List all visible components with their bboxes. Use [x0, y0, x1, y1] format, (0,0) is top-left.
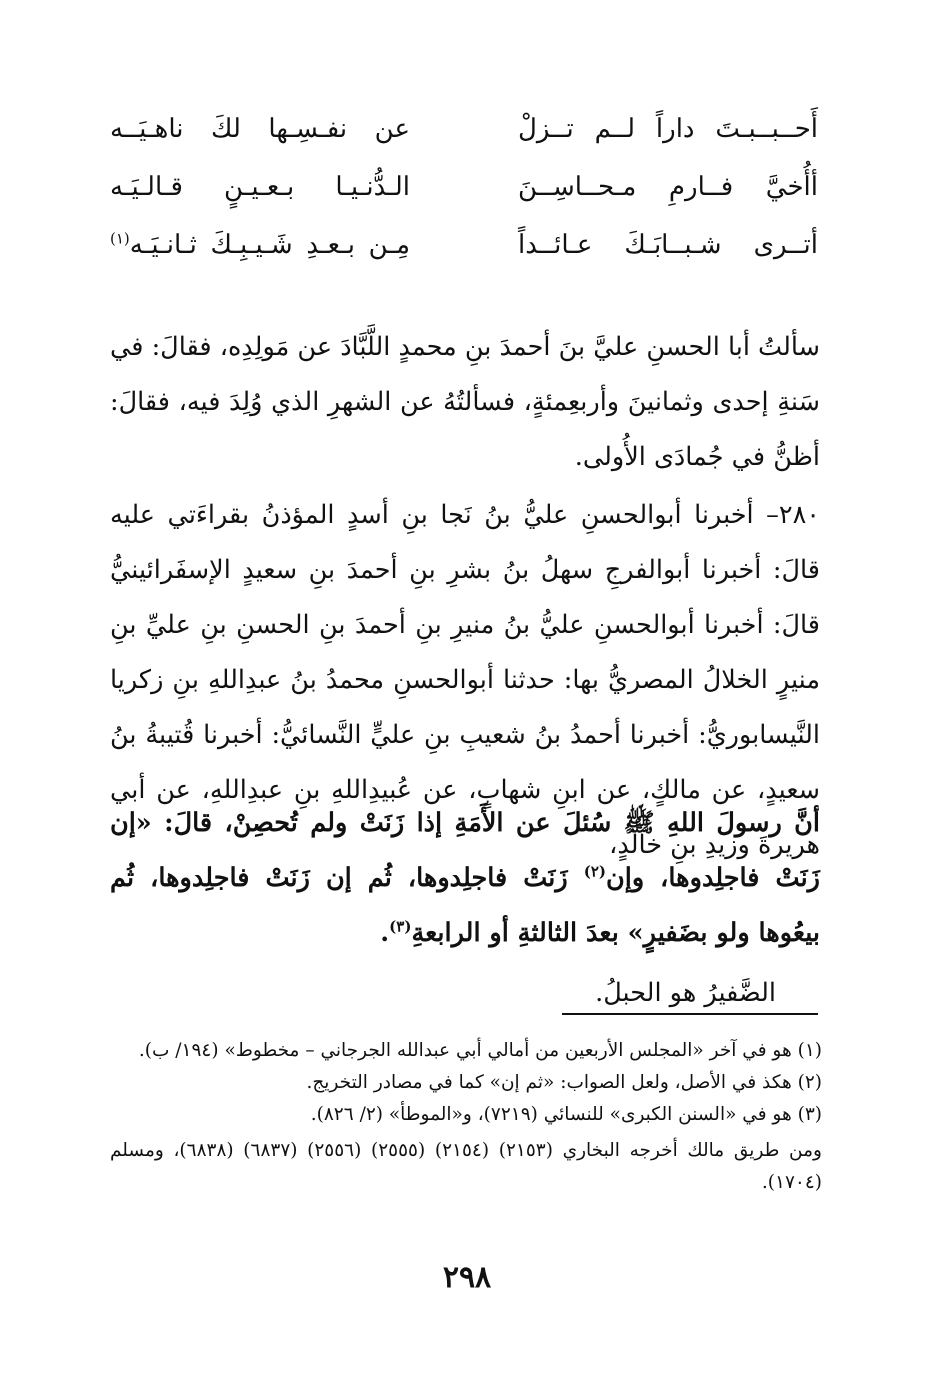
- verse-2: [110, 158, 818, 216]
- hemistich-right: أَحــبــبـتَ داراً لــم تــزلْ: [518, 114, 818, 144]
- verse-1: [110, 100, 818, 158]
- verse-3: [110, 216, 818, 274]
- page-number: ٢٩٨: [442, 1260, 492, 1295]
- footnote-3-continued: ومن طريق مالك أخرجه البخاري (٢١٥٣) (٢١٥٤) (٢٥٥٥) (٢٥٥٦) (٦٨٣٧) (٦٨٣٨)، ومسلم (١٧٠٤).: [110, 1140, 822, 1193]
- footnote-1: (١) هو في آخر «المجلس الأربعين من أمالي أبي عبدالله الجرجاني – مخطوط» (١٩٤/ ب).: [138, 1040, 822, 1061]
- footnote-2: (٢) هكذ في الأصل، ولعل الصواب: «ثم إن» كما في مصادر التخريج.: [306, 1072, 822, 1093]
- paragraph-isnad-280: ٢٨٠– أخبرنا أبوالحسنِ عليُّ بنُ نَجا بنِ أسدٍ المؤذنُ بقراءَتي عليه قالَ: أخبرنا أبوالفرجِ سهلُ بنُ بشرِ بنِ أحمدَ بنِ سعيدٍ الإسفَرائينيُّ قالَ: أخبرنا أبوالحسنِ عليُّ بنُ منيرِ بنِ أحمدَ بنِ الحسنِ بنِ عليِّ بنِ منيرٍ الخلالُ المصريُّ بها: حدثنا أبوالحسنِ محمدُ بنُ عبدِاللهِ بنِ زكريا النَّيسابوريُّ: أخبرنا أحمدُ بنُ شعيبِ بنِ عليٍّ النَّسائيُّ: أخبرنا قُتيبةُ بنُ سعيدٍ، عن مالكٍ، عن ابنِ شهابٍ، عن عُبيدِاللهِ بنِ عبدِاللهِ، عن أبي هريرةَ وزيدِ بنِ خالدٍ،: [110, 499, 820, 860]
- hemistich-right: أأُخيَّ فــارمِ مـحــاسِــنَ: [518, 172, 818, 202]
- hemistich-left: الـدُّنـيـا بـعـيـنٍ قـالـيَـه: [110, 172, 410, 202]
- paragraph-hadith: [110, 796, 820, 961]
- hemistich-right: أتــرى شـبــابَـكَ عـائــداً: [518, 230, 818, 260]
- hemistich-left-text: مِـن بـعـدِ شَـيـبِـكَ ثـانـيَـه: [129, 230, 410, 260]
- paragraph-explanation: الضَّفيرُ هو الحبلُ.: [595, 977, 776, 1008]
- footnote-ref-3: (٣): [389, 917, 412, 935]
- hemistich-left: [110, 230, 410, 260]
- hemistich-left: عن نفـسِـها لكَ ناهـيَــه: [110, 114, 410, 144]
- footnote-3: (٣) هو في «السنن الكبرى» للنسائي (٧٢١٩)، و«الموطأ» (٢/ ٨٢٦).: [310, 1104, 822, 1125]
- hadith-text-b: زَنَتْ فاجلِدوها، ثُم إن زَنَتْ فاجلِدوها، ثُم بيعُوها ولو بضَفيرٍ» بعدَ الثالثةِ أو الرابعةِ: [110, 862, 820, 948]
- footnote-ref-2: (٢): [583, 862, 607, 880]
- hadith-text-a: أنَّ رسولَ اللهِ ﷺ سُئلَ عن الأَمَةِ إذا زَنَتْ ولم تُحصِنْ، قالَ: «إن زَنَتْ فاجلِدوها، وإن: [110, 807, 820, 893]
- hadith-text-c: .: [380, 917, 390, 948]
- footnote-separator: [562, 1013, 818, 1015]
- footnote-ref-1: (١): [110, 229, 130, 248]
- poem: [110, 100, 818, 274]
- footnotes: [110, 1035, 822, 1199]
- paragraph-birth: سألتُ أبا الحسنِ عليَّ بنَ أحمدَ بنِ محمدٍ اللَّبَّادَ عن مَولِدِه، فقالَ: في سَنةِ إحدى وثمانينَ وأربعِمئةٍ، فسألتُهُ عن الشهرِ الذي وُلِدَ فيه، فقالَ: أظنُّ في جُمادَى الأُولى.: [110, 331, 820, 472]
